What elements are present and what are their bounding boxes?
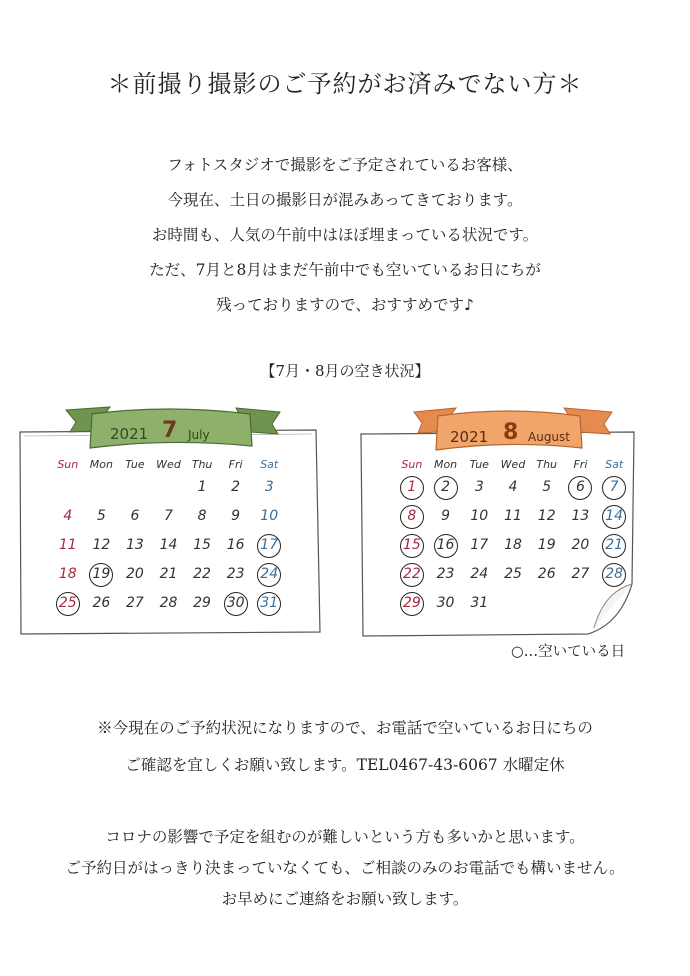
weekday-header: Wed [500,458,526,471]
calendar-month-number: 8 [503,420,519,445]
calendar-day-available: 28 [597,560,631,589]
calendar-day: 2 [231,479,241,495]
calendar-day: 13 [126,537,144,553]
reservation-note [0,710,690,784]
calendar-day: 19 [537,537,556,553]
calendar-day: 18 [504,537,522,553]
calendar-day: 26 [537,566,556,582]
page-title: ＊前撮り撮影のご予約がお済みでない方＊ [107,70,583,98]
note-line: ※今現在のご予約状況になりますので、お電話で空いているお日にちの [97,719,593,737]
calendar-day-available: 31 [252,589,286,618]
calendar-day: 23 [226,566,245,582]
calendar-day: 10 [470,508,489,524]
weekday-header: Fri [573,458,588,471]
calendar-day: 1 [197,479,207,495]
calendar-day: 20 [126,566,144,582]
calendar-day: 22 [193,566,211,582]
calendar-month-number: 7 [162,418,178,443]
calendar-day: 3 [474,479,484,495]
calendar-july [18,402,322,636]
closing-line: お早めにご連絡をお願い致します。 [221,890,469,908]
calendar-day: 9 [231,508,241,524]
intro-line: ただ、7月と8月はまだ午前中でも空いているお日にちが [149,261,541,279]
calendar-day-available: 29 [395,589,429,618]
weekday-header: Sun [57,458,79,471]
calendar-day: 10 [260,508,279,524]
calendar-month-name: July [188,428,210,442]
empty-day [152,473,186,502]
calendar-day-available: 15 [395,531,429,560]
calendar-day-available: 6 [564,473,598,502]
calendar-day: 29 [193,595,211,611]
calendar-day-available: 8 [395,502,429,531]
weekday-header: Sun [401,458,423,471]
calendar-day-available: 14 [597,502,631,531]
calendar-day-available: 22 [395,560,429,589]
calendar-day: 26 [92,595,111,611]
empty-day [85,473,119,502]
calendar-day-available: 25 [51,589,85,618]
calendar-year: 2021 [450,428,489,446]
calendar-day-available: 21 [597,531,631,560]
calendar-day: 24 [470,566,489,582]
calendar-day: 5 [96,508,106,524]
empty-day [51,473,85,502]
calendar-day-available: 30 [219,589,253,618]
empty-day [118,473,152,502]
calendar-day: 12 [537,508,556,524]
calendar-day-available: 7 [597,473,631,502]
intro-line: 今現在、土日の撮影日が混みあってきております。 [167,191,523,209]
calendar-day-available: 16 [429,531,463,560]
intro-line: 残っておりますので、おすすめです♪ [216,296,474,314]
calendar-day-available: 24 [252,560,286,589]
calendar-day: 23 [436,566,455,582]
calendar-month-name: August [528,430,570,444]
calendar-august [358,402,642,638]
calendar-grid [395,457,631,618]
weekday-header: Mon [89,458,113,471]
calendar-day: 18 [58,566,77,582]
weekday-header: Sat [605,458,624,471]
calendar-day: 27 [571,566,590,582]
calendar-day: 17 [470,537,489,553]
calendar-day: 14 [159,537,178,553]
calendar-day: 11 [504,508,522,524]
weekday-header: Mon [433,458,458,471]
calendar-day: 30 [436,595,455,611]
calendar-day-available: 19 [85,560,119,589]
calendar-day: 20 [571,537,590,553]
calendar-day-available: 1 [395,473,429,502]
calendar-day: 21 [159,566,178,582]
legend-available: ○…空いている日 [511,644,626,660]
closing-line: ご予約日がはっきり決まっていなくても、ご相談のみのお電話でも構いません。 [65,859,625,877]
weekday-header: Sat [260,458,279,471]
intro-line: お時間も、人気の午前中はほぼ埋まっている状況です。 [151,226,539,244]
weekday-header: Fri [228,458,243,471]
calendar-day: 16 [226,537,245,553]
calendar-day: 28 [159,595,178,611]
calendar-heading: 【7月・8月の空き状況】 [260,362,430,380]
closing-line: コロナの影響で予定を組むのが難しいという方も多いかと思います。 [105,828,585,846]
weekday-header: Thu [191,458,213,471]
note-line: ご確認を宜しくお願い致します。TEL0467-43-6067 水曜定休 [125,756,565,774]
calendar-day: 4 [508,479,518,495]
calendar-day: 6 [130,508,140,524]
calendar-day: 11 [58,537,77,553]
weekday-header: Tue [125,458,145,471]
calendar-day: 12 [92,537,111,553]
calendar-day: 3 [264,479,274,495]
calendar-day: 5 [542,479,552,495]
weekday-header: Tue [469,458,489,471]
calendar-day: 9 [441,508,451,524]
calendar-grid [51,457,286,618]
calendar-day: 15 [193,537,211,553]
weekday-header: Thu [536,458,558,471]
calendar-day-available: 2 [429,473,463,502]
calendar-day: 13 [571,508,590,524]
calendar-day: 25 [504,566,522,582]
calendar-year: 2021 [110,425,149,443]
intro-text [0,148,690,323]
calendar-day: 31 [470,595,489,611]
calendar-day: 8 [197,508,207,524]
calendar-day: 7 [164,508,173,524]
calendar-day: 27 [126,595,144,611]
calendar-day: 4 [63,508,73,524]
intro-line: フォトスタジオで撮影をご予定されているお客様、 [167,156,523,174]
closing-text [0,822,690,915]
calendar-day-available: 17 [252,531,286,560]
weekday-header: Wed [156,458,181,471]
